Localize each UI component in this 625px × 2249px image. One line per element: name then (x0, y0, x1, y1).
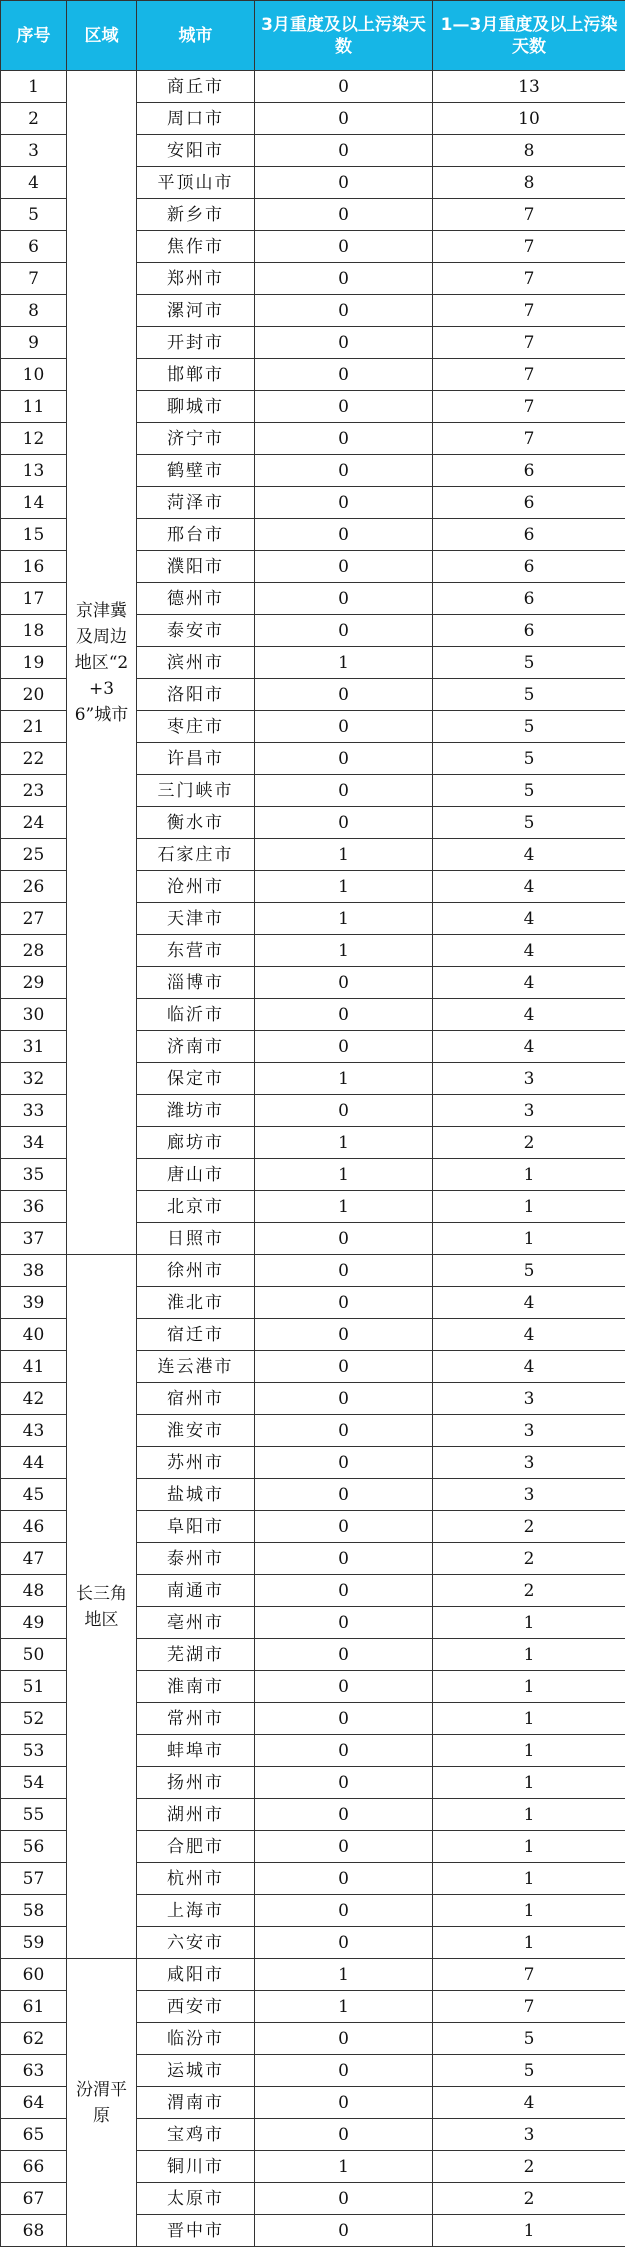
city-name: 潍坊市 (137, 1095, 255, 1127)
city-name: 淮北市 (137, 1287, 255, 1319)
city-name: 濮阳市 (137, 551, 255, 583)
q1-days: 5 (433, 743, 625, 775)
row-index: 3 (1, 135, 67, 167)
q1-days: 13 (433, 71, 625, 103)
row-index: 31 (1, 1031, 67, 1063)
city-name: 济宁市 (137, 423, 255, 455)
row-index: 18 (1, 615, 67, 647)
q1-days: 6 (433, 519, 625, 551)
q1-days: 2 (433, 1543, 625, 1575)
q1-days: 1 (433, 1223, 625, 1255)
march-days: 0 (255, 2119, 433, 2151)
city-name: 六安市 (137, 1927, 255, 1959)
march-days: 1 (255, 871, 433, 903)
row-index: 43 (1, 1415, 67, 1447)
row-index: 17 (1, 583, 67, 615)
march-days: 0 (255, 1383, 433, 1415)
march-days: 1 (255, 903, 433, 935)
march-days: 0 (255, 711, 433, 743)
q1-days: 2 (433, 2151, 625, 2183)
q1-days: 7 (433, 231, 625, 263)
city-name: 盐城市 (137, 1479, 255, 1511)
city-name: 晋中市 (137, 2215, 255, 2247)
q1-days: 4 (433, 1031, 625, 1063)
row-index: 25 (1, 839, 67, 871)
row-index: 23 (1, 775, 67, 807)
q1-days: 1 (433, 1607, 625, 1639)
q1-days: 6 (433, 615, 625, 647)
city-name: 枣庄市 (137, 711, 255, 743)
q1-days: 4 (433, 903, 625, 935)
march-days: 0 (255, 2183, 433, 2215)
march-days: 0 (255, 2055, 433, 2087)
q1-days: 3 (433, 1415, 625, 1447)
city-name: 泰安市 (137, 615, 255, 647)
city-name: 临沂市 (137, 999, 255, 1031)
row-index: 61 (1, 1991, 67, 2023)
header-region: 区域 (67, 1, 137, 71)
q1-days: 1 (433, 2215, 625, 2247)
row-index: 24 (1, 807, 67, 839)
row-index: 64 (1, 2087, 67, 2119)
q1-days: 7 (433, 359, 625, 391)
city-name: 铜川市 (137, 2151, 255, 2183)
city-name: 廊坊市 (137, 1127, 255, 1159)
city-name: 唐山市 (137, 1159, 255, 1191)
city-name: 常州市 (137, 1703, 255, 1735)
row-index: 19 (1, 647, 67, 679)
city-name: 开封市 (137, 327, 255, 359)
city-name: 许昌市 (137, 743, 255, 775)
city-name: 淮南市 (137, 1671, 255, 1703)
row-index: 58 (1, 1895, 67, 1927)
row-index: 12 (1, 423, 67, 455)
row-index: 51 (1, 1671, 67, 1703)
q1-days: 3 (433, 1479, 625, 1511)
table-header (1, 1, 625, 71)
march-days: 1 (255, 1991, 433, 2023)
row-index: 54 (1, 1767, 67, 1799)
table-row (1, 71, 625, 103)
city-name: 三门峡市 (137, 775, 255, 807)
q1-days: 4 (433, 1319, 625, 1351)
city-name: 南通市 (137, 1575, 255, 1607)
march-days: 1 (255, 1191, 433, 1223)
city-name: 太原市 (137, 2183, 255, 2215)
row-index: 41 (1, 1351, 67, 1383)
march-days: 0 (255, 1543, 433, 1575)
city-name: 苏州市 (137, 1447, 255, 1479)
march-days: 0 (255, 1319, 433, 1351)
city-name: 周口市 (137, 103, 255, 135)
march-days: 0 (255, 359, 433, 391)
march-days: 1 (255, 1959, 433, 1991)
q1-days: 3 (433, 1383, 625, 1415)
city-name: 徐州市 (137, 1255, 255, 1287)
q1-days: 4 (433, 2087, 625, 2119)
q1-days: 5 (433, 647, 625, 679)
city-name: 天津市 (137, 903, 255, 935)
row-index: 10 (1, 359, 67, 391)
q1-days: 6 (433, 583, 625, 615)
q1-days: 1 (433, 1767, 625, 1799)
row-index: 28 (1, 935, 67, 967)
city-name: 沧州市 (137, 871, 255, 903)
march-days: 0 (255, 807, 433, 839)
q1-days: 1 (433, 1639, 625, 1671)
march-days: 0 (255, 1511, 433, 1543)
q1-days: 3 (433, 1063, 625, 1095)
row-index: 45 (1, 1479, 67, 1511)
row-index: 8 (1, 295, 67, 327)
row-index: 38 (1, 1255, 67, 1287)
march-days: 0 (255, 1831, 433, 1863)
march-days: 0 (255, 1799, 433, 1831)
row-index: 6 (1, 231, 67, 263)
march-days: 0 (255, 551, 433, 583)
q1-days: 1 (433, 1863, 625, 1895)
march-days: 0 (255, 2023, 433, 2055)
q1-days: 5 (433, 807, 625, 839)
q1-days: 1 (433, 1735, 625, 1767)
row-index: 27 (1, 903, 67, 935)
q1-days: 4 (433, 967, 625, 999)
q1-days: 5 (433, 2023, 625, 2055)
march-days: 0 (255, 1255, 433, 1287)
city-name: 西安市 (137, 1991, 255, 2023)
q1-days: 3 (433, 1095, 625, 1127)
march-days: 0 (255, 743, 433, 775)
city-name: 安阳市 (137, 135, 255, 167)
march-days: 0 (255, 1671, 433, 1703)
q1-days: 1 (433, 1191, 625, 1223)
march-days: 0 (255, 1447, 433, 1479)
row-index: 2 (1, 103, 67, 135)
row-index: 29 (1, 967, 67, 999)
row-index: 9 (1, 327, 67, 359)
row-index: 36 (1, 1191, 67, 1223)
march-days: 0 (255, 1927, 433, 1959)
table-row (1, 1255, 625, 1287)
table-row (1, 1959, 625, 1991)
march-days: 0 (255, 487, 433, 519)
march-days: 0 (255, 391, 433, 423)
city-name: 聊城市 (137, 391, 255, 423)
march-days: 0 (255, 615, 433, 647)
city-name: 滨州市 (137, 647, 255, 679)
city-name: 阜阳市 (137, 1511, 255, 1543)
march-days: 0 (255, 1351, 433, 1383)
q1-days: 10 (433, 103, 625, 135)
q1-days: 1 (433, 1671, 625, 1703)
march-days: 0 (255, 967, 433, 999)
row-index: 11 (1, 391, 67, 423)
march-days: 0 (255, 455, 433, 487)
city-name: 泰州市 (137, 1543, 255, 1575)
row-index: 22 (1, 743, 67, 775)
march-days: 0 (255, 999, 433, 1031)
city-name: 平顶山市 (137, 167, 255, 199)
march-days: 0 (255, 199, 433, 231)
march-days: 1 (255, 647, 433, 679)
row-index: 59 (1, 1927, 67, 1959)
row-index: 1 (1, 71, 67, 103)
march-days: 1 (255, 935, 433, 967)
table-body (1, 71, 625, 2247)
region-cell: 京津冀及周边地区“2+36”城市 (67, 71, 137, 1255)
city-name: 宝鸡市 (137, 2119, 255, 2151)
city-name: 石家庄市 (137, 839, 255, 871)
march-days: 0 (255, 263, 433, 295)
march-days: 0 (255, 1607, 433, 1639)
q1-days: 4 (433, 1351, 625, 1383)
march-days: 0 (255, 1575, 433, 1607)
city-name: 日照市 (137, 1223, 255, 1255)
q1-days: 5 (433, 711, 625, 743)
row-index: 53 (1, 1735, 67, 1767)
march-days: 1 (255, 839, 433, 871)
row-index: 16 (1, 551, 67, 583)
city-name: 湖州市 (137, 1799, 255, 1831)
q1-days: 1 (433, 1927, 625, 1959)
march-days: 0 (255, 1863, 433, 1895)
march-days: 0 (255, 1639, 433, 1671)
row-index: 65 (1, 2119, 67, 2151)
city-name: 宿州市 (137, 1383, 255, 1415)
q1-days: 7 (433, 295, 625, 327)
row-index: 60 (1, 1959, 67, 1991)
march-days: 0 (255, 1415, 433, 1447)
q1-days: 2 (433, 2183, 625, 2215)
city-name: 新乡市 (137, 199, 255, 231)
q1-days: 5 (433, 2055, 625, 2087)
row-index: 30 (1, 999, 67, 1031)
header-row (1, 1, 625, 71)
q1-days: 5 (433, 679, 625, 711)
city-name: 淄博市 (137, 967, 255, 999)
row-index: 26 (1, 871, 67, 903)
q1-days: 7 (433, 199, 625, 231)
city-name: 东营市 (137, 935, 255, 967)
city-name: 漯河市 (137, 295, 255, 327)
march-days: 0 (255, 1703, 433, 1735)
march-days: 0 (255, 135, 433, 167)
q1-days: 5 (433, 775, 625, 807)
q1-days: 2 (433, 1575, 625, 1607)
header-city: 城市 (137, 1, 255, 71)
q1-days: 8 (433, 135, 625, 167)
row-index: 39 (1, 1287, 67, 1319)
q1-days: 2 (433, 1127, 625, 1159)
region-cell: 汾渭平原 (67, 1959, 137, 2247)
q1-days: 6 (433, 487, 625, 519)
row-index: 34 (1, 1127, 67, 1159)
row-index: 52 (1, 1703, 67, 1735)
city-name: 渭南市 (137, 2087, 255, 2119)
row-index: 32 (1, 1063, 67, 1095)
march-days: 0 (255, 775, 433, 807)
row-index: 48 (1, 1575, 67, 1607)
row-index: 56 (1, 1831, 67, 1863)
q1-days: 1 (433, 1159, 625, 1191)
header-index: 序号 (1, 1, 67, 71)
row-index: 35 (1, 1159, 67, 1191)
q1-days: 5 (433, 1255, 625, 1287)
march-days: 0 (255, 583, 433, 615)
q1-days: 6 (433, 455, 625, 487)
city-name: 邯郸市 (137, 359, 255, 391)
march-days: 0 (255, 519, 433, 551)
march-days: 0 (255, 2215, 433, 2247)
march-days: 0 (255, 103, 433, 135)
row-index: 63 (1, 2055, 67, 2087)
region-cell: 长三角地区 (67, 1255, 137, 1959)
row-index: 50 (1, 1639, 67, 1671)
row-index: 14 (1, 487, 67, 519)
q1-days: 4 (433, 839, 625, 871)
city-name: 合肥市 (137, 1831, 255, 1863)
city-name: 保定市 (137, 1063, 255, 1095)
q1-days: 8 (433, 167, 625, 199)
march-days: 0 (255, 71, 433, 103)
city-name: 蚌埠市 (137, 1735, 255, 1767)
march-days: 0 (255, 1287, 433, 1319)
city-name: 宿迁市 (137, 1319, 255, 1351)
city-name: 菏泽市 (137, 487, 255, 519)
march-days: 0 (255, 295, 433, 327)
q1-days: 6 (433, 551, 625, 583)
march-days: 0 (255, 2087, 433, 2119)
row-index: 68 (1, 2215, 67, 2247)
city-name: 淮安市 (137, 1415, 255, 1447)
header-march-days: 3月重度及以上污染天数 (255, 1, 433, 71)
city-name: 衡水市 (137, 807, 255, 839)
city-name: 扬州市 (137, 1767, 255, 1799)
march-days: 0 (255, 423, 433, 455)
row-index: 5 (1, 199, 67, 231)
march-days: 0 (255, 1031, 433, 1063)
row-index: 62 (1, 2023, 67, 2055)
q1-days: 1 (433, 1799, 625, 1831)
row-index: 40 (1, 1319, 67, 1351)
march-days: 0 (255, 1479, 433, 1511)
row-index: 44 (1, 1447, 67, 1479)
row-index: 57 (1, 1863, 67, 1895)
march-days: 0 (255, 1095, 433, 1127)
march-days: 0 (255, 679, 433, 711)
city-name: 临汾市 (137, 2023, 255, 2055)
q1-days: 7 (433, 263, 625, 295)
city-name: 洛阳市 (137, 679, 255, 711)
city-name: 商丘市 (137, 71, 255, 103)
q1-days: 4 (433, 871, 625, 903)
row-index: 47 (1, 1543, 67, 1575)
row-index: 66 (1, 2151, 67, 2183)
march-days: 1 (255, 2151, 433, 2183)
city-name: 邢台市 (137, 519, 255, 551)
row-index: 49 (1, 1607, 67, 1639)
city-name: 焦作市 (137, 231, 255, 263)
city-name: 上海市 (137, 1895, 255, 1927)
city-name: 北京市 (137, 1191, 255, 1223)
row-index: 37 (1, 1223, 67, 1255)
march-days: 0 (255, 167, 433, 199)
march-days: 1 (255, 1159, 433, 1191)
row-index: 21 (1, 711, 67, 743)
q1-days: 7 (433, 1959, 625, 1991)
city-name: 芜湖市 (137, 1639, 255, 1671)
q1-days: 1 (433, 1895, 625, 1927)
row-index: 15 (1, 519, 67, 551)
q1-days: 4 (433, 999, 625, 1031)
row-index: 42 (1, 1383, 67, 1415)
row-index: 13 (1, 455, 67, 487)
q1-days: 7 (433, 1991, 625, 2023)
city-name: 郑州市 (137, 263, 255, 295)
q1-days: 3 (433, 1447, 625, 1479)
row-index: 20 (1, 679, 67, 711)
city-name: 咸阳市 (137, 1959, 255, 1991)
row-index: 55 (1, 1799, 67, 1831)
header-q1-days: 1—3月重度及以上污染天数 (433, 1, 625, 71)
march-days: 0 (255, 327, 433, 359)
march-days: 0 (255, 1767, 433, 1799)
q1-days: 2 (433, 1511, 625, 1543)
march-days: 1 (255, 1063, 433, 1095)
q1-days: 7 (433, 327, 625, 359)
march-days: 0 (255, 1895, 433, 1927)
march-days: 0 (255, 1735, 433, 1767)
city-name: 运城市 (137, 2055, 255, 2087)
q1-days: 4 (433, 935, 625, 967)
q1-days: 7 (433, 391, 625, 423)
q1-days: 1 (433, 1831, 625, 1863)
city-name: 亳州市 (137, 1607, 255, 1639)
row-index: 33 (1, 1095, 67, 1127)
q1-days: 3 (433, 2119, 625, 2151)
q1-days: 1 (433, 1703, 625, 1735)
row-index: 46 (1, 1511, 67, 1543)
march-days: 1 (255, 1127, 433, 1159)
city-name: 鹤壁市 (137, 455, 255, 487)
march-days: 0 (255, 231, 433, 263)
city-name: 连云港市 (137, 1351, 255, 1383)
row-index: 4 (1, 167, 67, 199)
row-index: 67 (1, 2183, 67, 2215)
city-name: 杭州市 (137, 1863, 255, 1895)
q1-days: 4 (433, 1287, 625, 1319)
row-index: 7 (1, 263, 67, 295)
city-name: 德州市 (137, 583, 255, 615)
q1-days: 7 (433, 423, 625, 455)
city-name: 济南市 (137, 1031, 255, 1063)
march-days: 0 (255, 1223, 433, 1255)
